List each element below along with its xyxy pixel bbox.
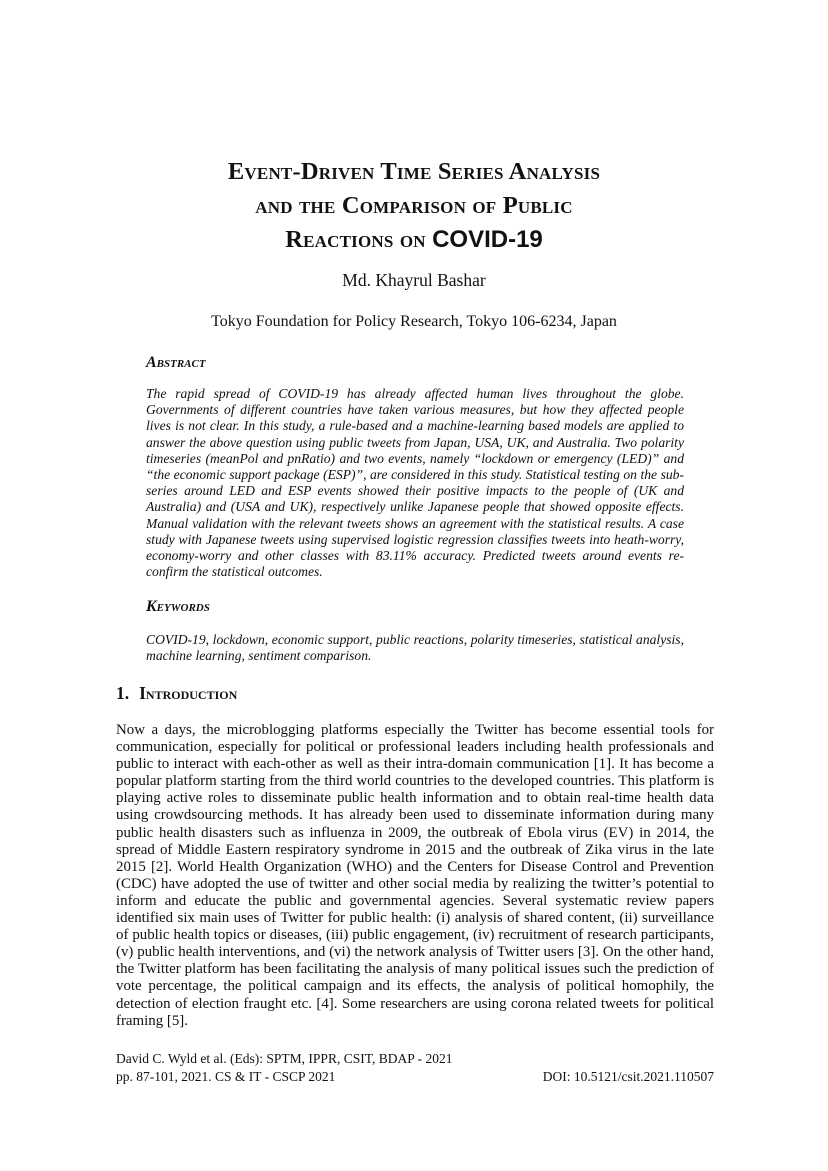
keywords-heading: Keywords: [146, 598, 210, 615]
title-line-2: and the Comparison of Public: [255, 192, 573, 219]
paper-title: [100, 155, 728, 257]
abstract-heading: Abstract: [146, 354, 206, 371]
footer-doi: DOI: 10.5121/csit.2021.110507: [542, 1069, 714, 1084]
introduction-paragraph: Now a days, the microblogging platforms especially the Twitter has become essential tools for communication, especially for political or professional leaders including health professionals and public to interact with each-other as well as their intra-domain communication [1]. It has become a popular platform starting from the third world countries to the developed countries. This platform is playing active roles to disseminate public health information and to obtain real-time health data using crowdsourcing methods. It has already been used to disseminate information during many public health disasters such as influenza in 2009, the outbreak of Ebola virus (EV) in 2014, the spread of Middle Eastern respiratory syndrome in 2015 and the outbreak of Zika virus in the late 2015 [2]. World Health Organization (WHO) and the Centers for Disease Control and Prevention (CDC) have adopted the use of twitter and other social media by realizing the twitter’s potential to inform and educate the public and governmental agencies. Several systematic review papers identified six main uses of Twitter for public health: (i) analysis of shared content, (ii) surveillance of public health topics or diseases, (iii) public engagement, (iv) recruitment of research participants, (v) public health interventions, and (vi) the network analysis of Twitter users [3]. On the other hand, the Twitter platform has been facilitating the analysis of many political issues such the prediction of vote percentage, the political campaign and its effects, the analysis of political homophily, the detection of election fraught etc. [4]. Some researchers are using corona related tweets for political framing [5].: [116, 722, 714, 1029]
footer-proceedings: David C. Wyld et al. (Eds): SPTM, IPPR, CSIT, BDAP - 2021: [116, 1051, 453, 1066]
abstract-text: The rapid spread of COVID-19 has already affected human lives throughout the globe. Governments of different countries have taken various measures, but how they affected people lives is not clear. In this study, a rule-based and a machine-learning based models are applied to answer the above question using public tweets from Japan, USA, UK, and Australia. Two polarity timeseries (meanPol and pnRatio) and two events, namely “lockdown or emergency (LED)” and “the economic support package (ESP)”, are considered in this study. Statistical testing on the sub-series around LED and ESP events showed their positive impacts to the people of (UK and Australia) and (USA and UK), respectively unlike Japanese people that showed opposite effects. Manual validation with the relevant tweets shows an agreement with the statistical results. A case study with Japanese tweets using supervised logistic regression classifies tweets into heath-worry, economy-worry and other classes with 83.11% accuracy. Predicted tweets around events re-confirm the statistical outcomes.: [146, 386, 684, 580]
title-line-3: [100, 223, 728, 257]
title-line-3-prefix: Reactions on: [285, 226, 433, 253]
author-affiliation: Tokyo Foundation for Policy Research, Tokyo 106-6234, Japan: [211, 313, 617, 330]
section-number: 1.: [116, 683, 130, 703]
title-line-3-covid: COVID-19: [432, 226, 543, 253]
title-line-1: Event-Driven Time Series Analysis: [227, 158, 601, 185]
author-name: Md. Khayrul Bashar: [342, 270, 486, 290]
section-title: Introduction: [139, 683, 238, 703]
footer-pages: [116, 1069, 714, 1085]
keywords-text: COVID-19, lockdown, economic support, public reactions, polarity timeseries, statistical analysis, machine learning, sentiment comparison.: [146, 632, 684, 664]
introduction-heading: [116, 683, 237, 704]
footer-pages-text: pp. 87-101, 2021. CS & IT - CSCP 2021: [116, 1069, 336, 1084]
